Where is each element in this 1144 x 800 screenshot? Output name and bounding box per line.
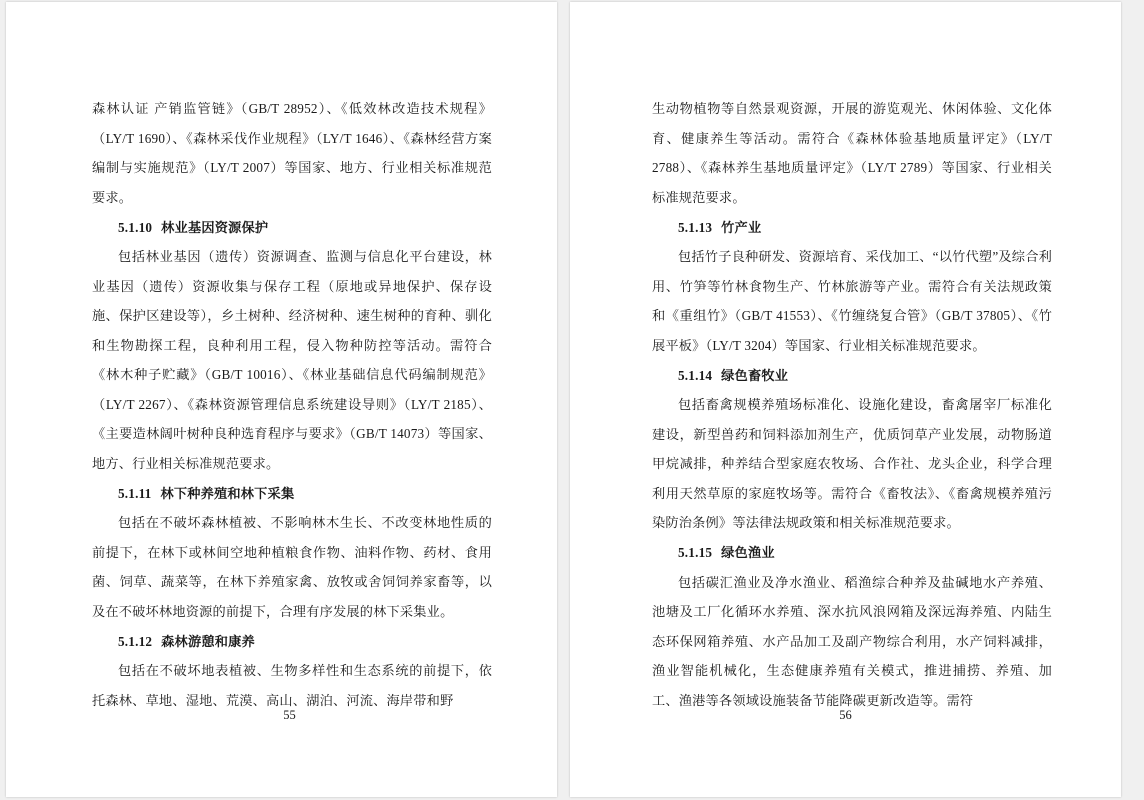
section-title: 竹产业 bbox=[721, 219, 762, 235]
section-number: 5.1.12 bbox=[118, 633, 153, 649]
section-number: 5.1.11 bbox=[118, 485, 152, 501]
page-body-right bbox=[652, 94, 1052, 716]
section-title: 森林游憩和康养 bbox=[161, 633, 255, 649]
document-page-left bbox=[6, 2, 557, 797]
paragraph: 包括碳汇渔业及净水渔业、稻渔综合种养及盐碱地水产养殖、池塘及工厂化循环水养殖、深水抗风浪网箱及深远海养殖、内陆生态环保网箱养殖、水产品加工及副产物综合利用，水产饲料减排，渔业智能机械化，生态健康养殖有关模式，推进捕捞、养殖、加工、渔港等各领域设施装备节能降碳更新改造等。需符 bbox=[652, 574, 1052, 708]
paragraph: 包括在不破坏地表植被、生物多样性和生态系统的前提下，依托森林、草地、湿地、荒漠、高山、湖泊、河流、海岸带和野 bbox=[92, 663, 492, 708]
document-page-right bbox=[570, 2, 1121, 797]
paragraph: 包括畜禽规模养殖场标准化、设施化建设，畜禽屠宰厂标准化建设，新型兽药和饲料添加剂生产，优质饲草产业发展，动物肠道甲烷减排，种养结合型家庭农牧场、合作社、龙头企业，科学合理利用天然草原的家庭牧场等。需符合《畜牧法》、《畜禽规模养殖污染防治条例》等法律法规政策和相关标准规范要求。 bbox=[652, 397, 1052, 530]
section-number: 5.1.13 bbox=[678, 219, 713, 235]
page-number: 56 bbox=[839, 708, 852, 722]
page-body-left bbox=[92, 94, 492, 716]
page-number: 55 bbox=[283, 708, 296, 722]
paragraph: 包括林业基因（遗传）资源调查、监测与信息化平台建设，林业基因（遗传）资源收集与保存工程（原地或异地保护、保存设施、保护区建设等），乡土树种、经济树种、速生树种的育种、驯化和生物勘探工程，良种利用工程，侵入物种防控等活动。需符合《林木种子贮藏》（GB/T 10016）、《林业基础信息代码编制规范》（LY/T 2267）、《森林资源管理信息系统建设导则》（LY/T 2185）、《主要造林阔叶树种良种选育程序与要求》（GB/T 14073）等国家、地方、行业相关标准规范要求。 bbox=[92, 249, 492, 471]
section-heading bbox=[92, 627, 492, 657]
section-heading bbox=[652, 538, 1052, 568]
section-heading bbox=[652, 213, 1052, 243]
section-number: 5.1.15 bbox=[678, 545, 713, 560]
section-heading bbox=[652, 361, 1052, 391]
section-heading bbox=[92, 213, 492, 243]
section-title: 绿色渔业 bbox=[721, 545, 775, 560]
section-title: 林业基因资源保护 bbox=[161, 219, 269, 235]
section-title: 绿色畜牧业 bbox=[721, 367, 789, 383]
paragraph: 生动物植物等自然景观资源，开展的游览观光、休闲体验、文化体育、健康养生等活动。需符合《森林体验基地质量评定》（LY/T 2788）、《森林养生基地质量评定》（LY/T 2789）等国家、行业相关标准规范要求。 bbox=[652, 101, 1052, 205]
paragraph: 森林认证 产销监管链》（GB/T 28952）、《低效林改造技术规程》（LY/T 1690）、《森林采伐作业规程》（LY/T 1646）、《森林经营方案编制与实施规范》（LY/T 2007）等国家、地方、行业相关标准规范要求。 bbox=[92, 101, 492, 205]
section-heading bbox=[92, 479, 492, 509]
paragraph: 包括在不破坏森林植被、不影响林木生长、不改变林地性质的前提下，在林下或林间空地种植粮食作物、油料作物、药材、食用菌、饲草、蔬菜等，在林下养殖家禽、放牧或舍饲饲养家畜等，以及在不破坏林地资源的前提下，合理有序发展的林下采集业。 bbox=[92, 515, 492, 619]
section-title: 林下种养殖和林下采集 bbox=[160, 485, 295, 501]
paragraph: 包括竹子良种研发、资源培育、采伐加工、“以竹代塑”及综合利用、竹笋等竹林食物生产、竹林旅游等产业。需符合有关法规政策和《重组竹》（GB/T 41553）、《竹缠绕复合管》（GB/T 37805）、《竹展平板》（LY/T 3204）等国家、行业相关标准规范要求。 bbox=[652, 249, 1052, 353]
section-number: 5.1.14 bbox=[678, 367, 713, 383]
section-number: 5.1.10 bbox=[118, 219, 153, 235]
